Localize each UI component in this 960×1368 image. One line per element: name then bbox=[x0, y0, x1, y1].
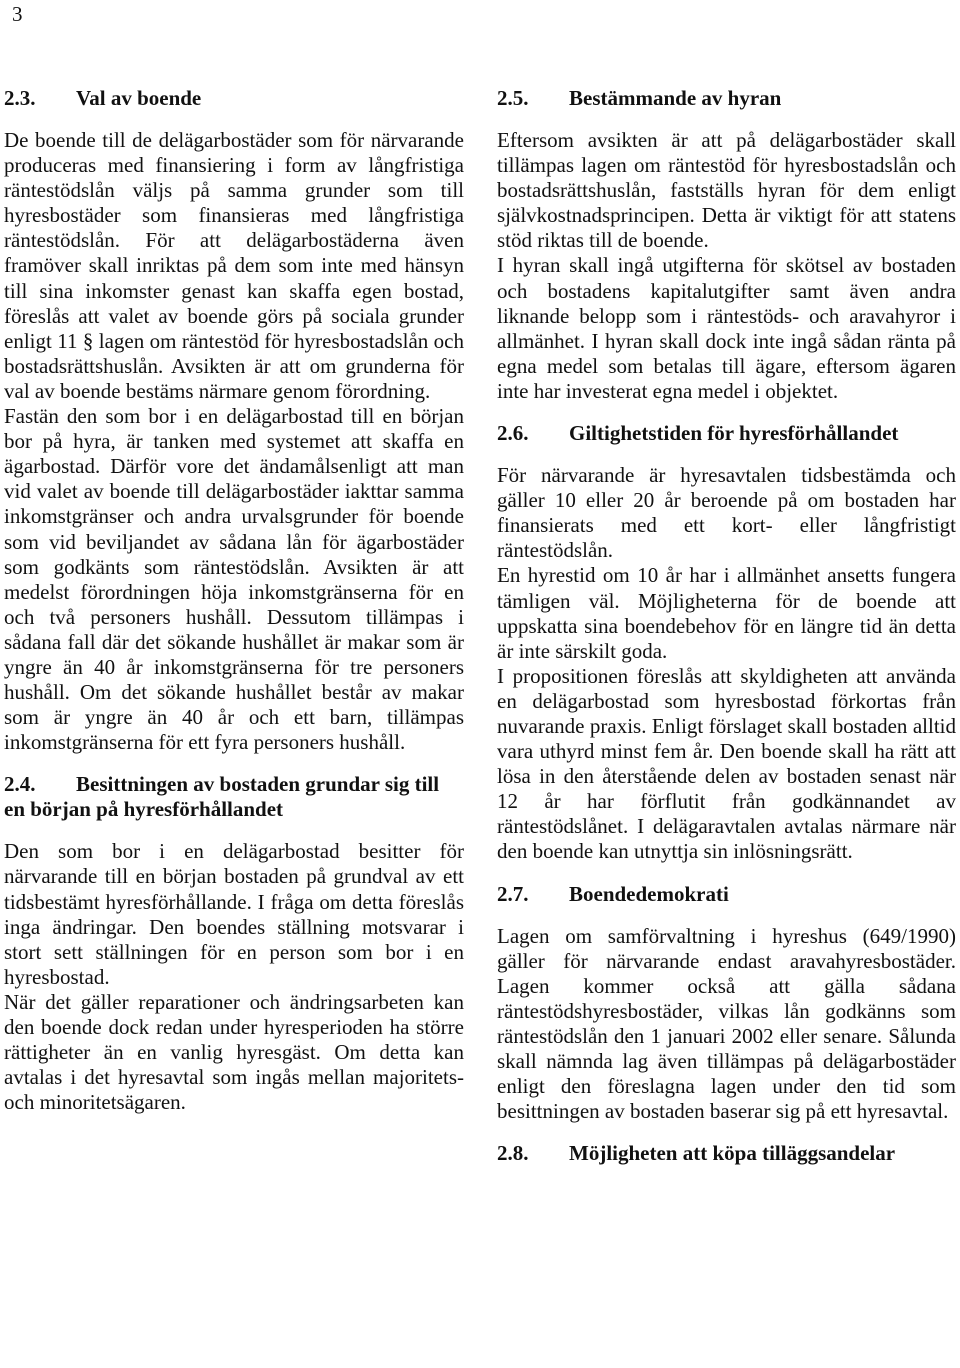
section-heading-2-7 bbox=[497, 882, 956, 907]
section-number: 2.5. bbox=[497, 86, 529, 110]
section-heading-2-8 bbox=[497, 1141, 956, 1166]
section-title: Möjligheten att köpa tilläggsandelar bbox=[569, 1141, 896, 1166]
section-title: Besittningen av bostaden grundar sig till en början på hyresförhållandet bbox=[4, 772, 440, 822]
paragraph: Den som bor i en delägarbostad besitter för närvarande till en början bostaden på grundval av ett tidsbestämt hyresförhållande. I fråga om detta föreslås inga ändringar. Den boendes ställning motsvarar i stort sett ställningen för en person som bor i en hyresbostad. bbox=[4, 839, 464, 989]
section-number: 2.8. bbox=[497, 1141, 529, 1166]
section-number: 2.3. bbox=[4, 86, 36, 110]
section-number: 2.6. bbox=[497, 421, 529, 446]
page-number: 3 bbox=[12, 2, 23, 26]
section-title: Giltighetstiden för hyresförhållandet bbox=[569, 421, 899, 446]
right-column bbox=[497, 86, 956, 1166]
left-column bbox=[4, 86, 464, 1115]
section-title: Bestämmande av hyran bbox=[569, 86, 782, 110]
paragraph: Fastän den som bor i en delägarbostad till en början bor på hyra, är tanken med systemet att skaffa en ägarbostad. Därför vore det ändamålsenligt att man vid valet av boende till delägarbostäder iakttar samma inkomstgränser och andra urvalsgrunder för boende som vid beviljandet av sådana lån för ägarbostäder som godkänts som räntestödslån. Avsikten är att medelst förordningen höja inkomstgränserna för en och två personers hushåll. Dessutom tillämpas i sådana fall där det sökande hushållet är makar som är yngre än 40 år inkomstgränserna för tre personers hushåll. Om det sökande hushållet består av makar som är yngre än 40 år och ett barn, tillämpas inkomstgränserna för ett fyra personers hushåll. bbox=[4, 404, 464, 755]
paragraph: När det gäller reparationer och ändringsarbeten kan den boende dock redan under hyresperioden ha större rättigheter än en vanlig hyresgäst. Om detta kan avtalas i det hyresavtal som ingås mellan majoritets- och minoritetsägaren. bbox=[4, 989, 464, 1115]
paragraph: En hyrestid om 10 år har i allmänhet ansetts fungera tämligen väl. Möjligheterna för de boende att uppskatta sina boendebehov för en längre tid än detta är inte särskilt goda. bbox=[497, 563, 956, 663]
paragraph: Eftersom avsikten är att på delägarbostäder skall tillämpas lagen om räntestöd för hyresbostadslån och bostadsrättshuslån, fastställs hyran för dem enligt självkostnadsprincipen. Detta är viktigt för att statens stöd riktas till de boende. bbox=[497, 128, 956, 253]
section-heading-2-5 bbox=[497, 86, 956, 111]
section-number: 2.7. bbox=[497, 881, 529, 906]
paragraph: De boende till de delägarbostäder som för närvarande produceras med finansiering i form av långfristiga räntestödslån väljs på samma grunder som till hyresbostäder som finansieras med långfristiga räntestödslån. För att delägarbostäderna även framöver skall inriktas på dem som inte med hänsyn till sina inkomster genast kan skaffa egen bostad, föreslås att valet av boende görs på sociala grunder enligt 11 § lagen om räntestöd för hyresbostadslån och bostadsrättshuslån. Avsikten är att om grunderna för val av boende bestäms närmare genom förordning. bbox=[4, 128, 464, 403]
section-title: Val av boende bbox=[76, 86, 202, 110]
paragraph: I propositionen föreslås att skyldigheten att använda en delägarbostad som hyresbostad förkortas från nuvarande praxis. Enligt förslaget skall bostaden alltid vara uthyrd minst fem år. Den boende skall ha rätt att lösa in den återstående delen av bostaden senast när 12 år har förflutit från godkännandet av räntestödslånet. I delägaravtalen avtalas närmare när den boende kan utnyttja sin inlösningsrätt. bbox=[497, 663, 956, 864]
section-heading-2-4 bbox=[4, 772, 464, 822]
section-number: 2.4. bbox=[4, 772, 36, 797]
paragraph: Lagen om samförvaltning i hyreshus (649/1990) gäller för närvarande endast aravahyresbostäder. Lagen kommer också att gälla sådana räntestödshyresbostäder, vilkas lån godkänns som räntestödslån den 1 januari 2002 eller senare. Sålunda skall nämnda lag även tillämpas på delägarbostäder enligt den föreslagna lagen under den tid som besittningen av bostaden baserar sig på ett hyresavtal. bbox=[497, 923, 956, 1124]
section-heading-2-6 bbox=[497, 421, 956, 446]
paragraph: I hyran skall ingå utgifterna för skötsel av bostaden och bostadens kapitalutgifter samt även andra liknande belopp som i räntestöds- och aravahyror i allmänhet. I hyran skall dock inte ingå sådan ränta på egna medel som betalas till ägare, eftersom ägaren inte har investerat egna medel i objektet. bbox=[497, 253, 956, 403]
section-title: Boendedemokrati bbox=[569, 881, 729, 906]
section-heading-2-3 bbox=[4, 86, 464, 111]
paragraph: För närvarande är hyresavtalen tidsbestämda och gäller 10 eller 20 år beroende på om bostaden har finansierats med ett kort- eller långfristigt räntestödslån. bbox=[497, 463, 956, 563]
